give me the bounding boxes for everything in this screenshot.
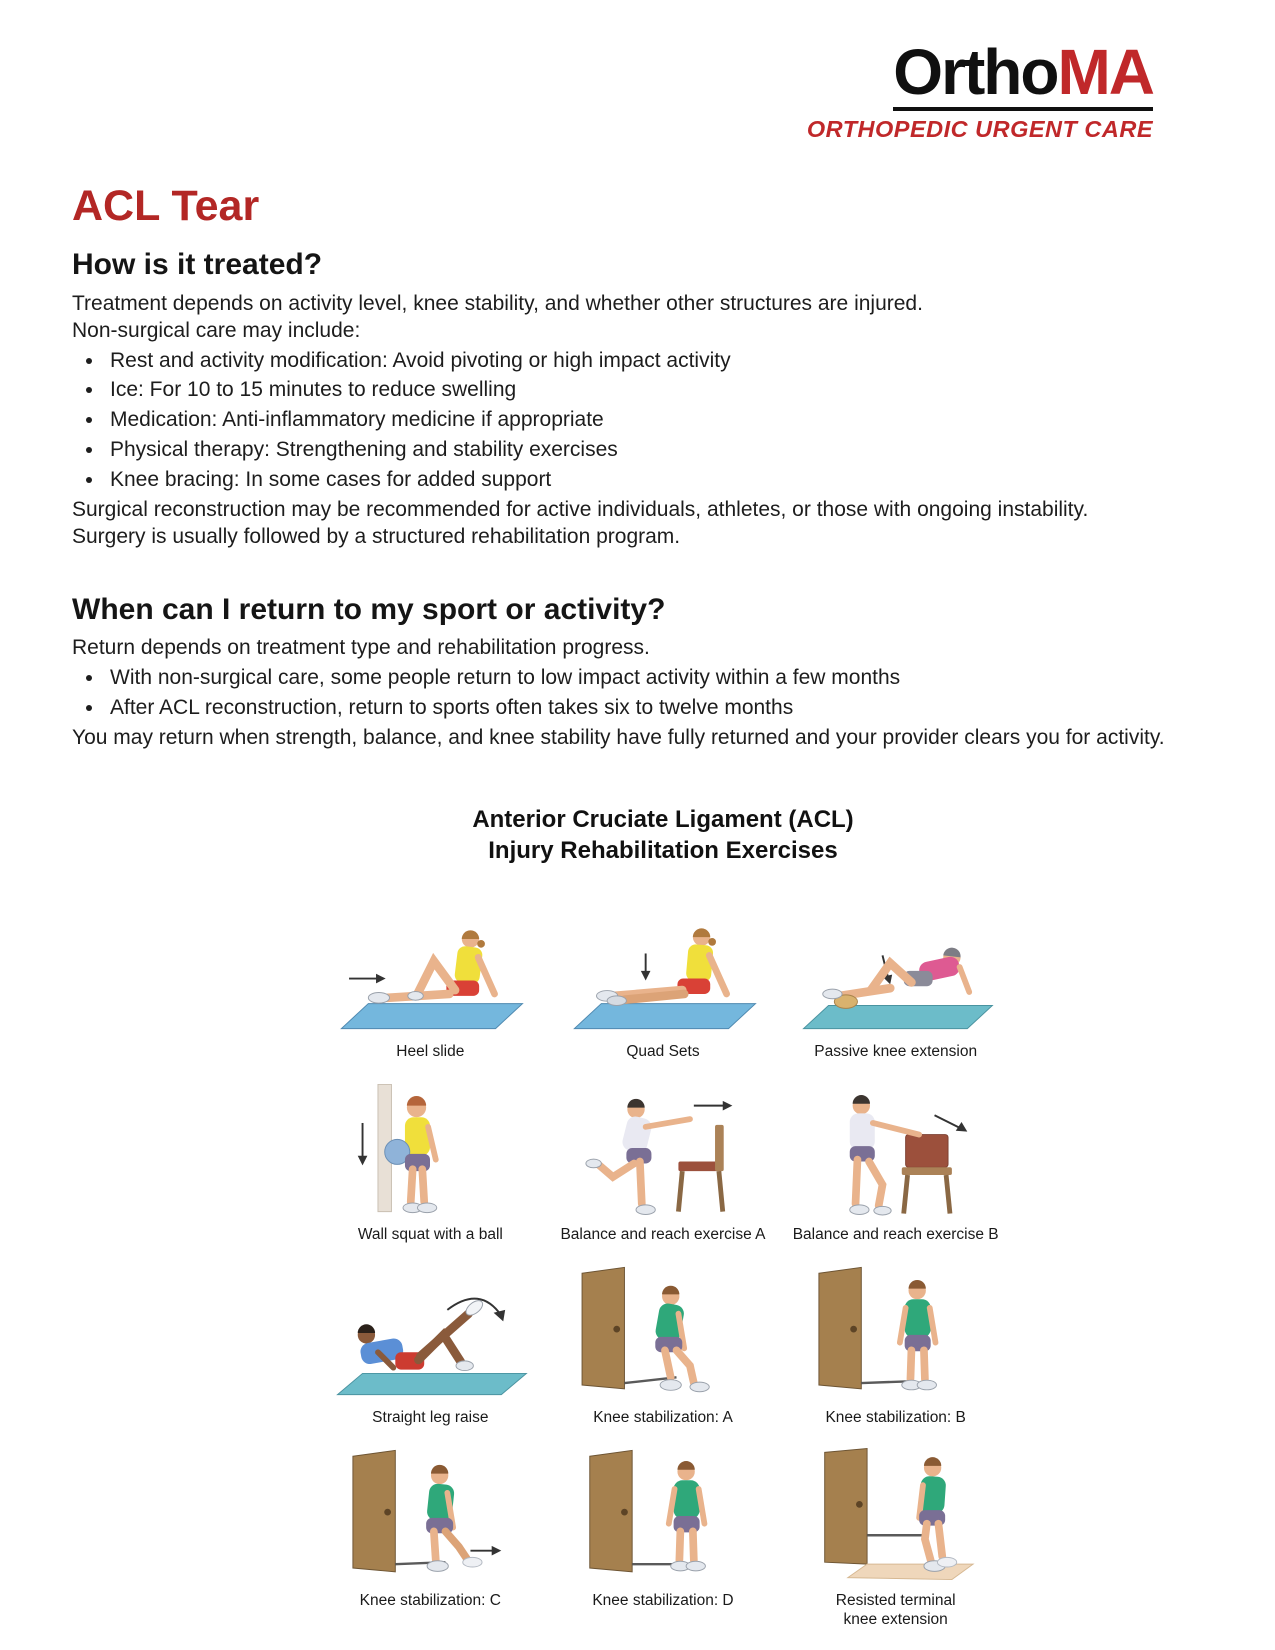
- knee-stabilization-b-illustration-icon: [790, 1258, 1002, 1406]
- exercise-label: Straight leg raise: [372, 1409, 489, 1427]
- bullet-item: • After ACL reconstruction, return to sports often takes six to twelve months: [105, 695, 1192, 722]
- exercise-label: Balance and reach exercise A: [560, 1226, 766, 1244]
- paragraph: Treatment depends on activity level, knee stability, and whether other structures are injured.: [72, 291, 923, 315]
- bullet-item: • Physical therapy: Strengthening and stability exercises: [105, 437, 1192, 464]
- exercise-cell-passive-knee-extension: [783, 892, 1008, 1061]
- knee-stabilization-d-illustration-icon: [557, 1441, 769, 1589]
- exercise-cell-knee-stab-d: [551, 1441, 776, 1629]
- exercise-label: Knee stabilization: D: [592, 1592, 734, 1610]
- exercise-cell-balance-reach-a: [551, 1075, 776, 1244]
- exercise-cell-quad-sets: [551, 892, 776, 1061]
- exercise-label: Quad Sets: [626, 1043, 700, 1061]
- exercise-cell-knee-stab-b: [783, 1258, 1008, 1427]
- figure-title-line2: Injury Rehabilitation Exercises: [488, 836, 838, 864]
- knee-stabilization-a-illustration-icon: [557, 1258, 769, 1406]
- exercise-label: Resisted terminal knee extension: [835, 1592, 956, 1628]
- exercise-label: Knee stabilization: A: [593, 1409, 733, 1427]
- straight-leg-raise-illustration-icon: [324, 1258, 536, 1406]
- bullet-item: • Knee bracing: In some cases for added support: [105, 467, 1192, 494]
- logo-text-ortho: Ortho: [893, 36, 1058, 108]
- exercise-label: Knee stabilization: C: [359, 1592, 501, 1610]
- balance-reach-a-illustration-icon: [557, 1075, 769, 1223]
- figure-title-line1: Anterior Cruciate Ligament (ACL): [472, 805, 854, 833]
- paragraph: Surgery is usually followed by a structured rehabilitation program.: [72, 524, 681, 548]
- exercise-cell-straight-leg-raise: [318, 1258, 543, 1427]
- exercise-cell-resisted-terminal-knee-extension: [783, 1441, 1008, 1629]
- exercise-label: Passive knee extension: [814, 1043, 978, 1061]
- bullet-item: • Ice: For 10 to 15 minutes to reduce swelling: [105, 377, 1192, 404]
- exercise-cell-balance-reach-b: [783, 1075, 1008, 1244]
- exercise-cell-knee-stab-a: [551, 1258, 776, 1427]
- wall-squat-illustration-icon: [324, 1075, 536, 1223]
- bullet-item: • Medication: Anti-inflammatory medicine if appropriate: [105, 407, 1192, 434]
- exercise-label: Knee stabilization: B: [825, 1409, 966, 1427]
- rehab-exercises-figure: [318, 804, 1008, 1630]
- balance-reach-b-illustration-icon: [790, 1075, 1002, 1223]
- exercise-label: Heel slide: [396, 1043, 465, 1061]
- exercise-label: Balance and reach exercise B: [792, 1226, 999, 1244]
- bullet-item: • Rest and activity modification: Avoid pivoting or high impact activity: [105, 348, 1192, 375]
- paragraph: Surgical reconstruction may be recommended for active individuals, athletes, or those with ongoing instability.: [72, 497, 1089, 521]
- page-title: ACL Tear: [72, 182, 260, 230]
- exercise-label: Wall squat with a ball: [357, 1226, 503, 1244]
- paragraph: Return depends on treatment type and rehabilitation progress.: [72, 636, 650, 660]
- exercise-cell-wall-squat: [318, 1075, 543, 1244]
- resisted-terminal-knee-extension-illustration-icon: [790, 1441, 1002, 1589]
- exercise-cell-knee-stab-c: [318, 1441, 543, 1629]
- section-heading-return-to-sport: When can I return to my sport or activity?: [72, 592, 666, 626]
- section-heading-treatment: How is it treated?: [72, 248, 323, 282]
- paragraph: You may return when strength, balance, and knee stability have fully returned and your provider clears you for activity.: [72, 725, 1165, 749]
- knee-stabilization-c-illustration-icon: [324, 1441, 536, 1589]
- return-bullet-list: [72, 665, 1192, 722]
- figure-title: [318, 804, 1008, 866]
- exercise-cell-heel-slide: [318, 892, 543, 1061]
- paragraph: Non-surgical care may include:: [72, 318, 361, 342]
- treatment-bullet-list: [72, 348, 1192, 494]
- logo-tagline: ORTHOPEDIC URGENT CARE: [806, 116, 1153, 142]
- bullet-item: • With non-surgical care, some people return to low impact activity within a few months: [105, 665, 1192, 692]
- document-content: [72, 0, 1192, 1629]
- logo-text-ma: MA: [1057, 36, 1153, 108]
- heel-slide-illustration-icon: [324, 892, 536, 1040]
- exercise-grid: [318, 892, 1008, 1629]
- passive-knee-extension-illustration-icon: [790, 892, 1002, 1040]
- quad-sets-illustration-icon: [557, 892, 769, 1040]
